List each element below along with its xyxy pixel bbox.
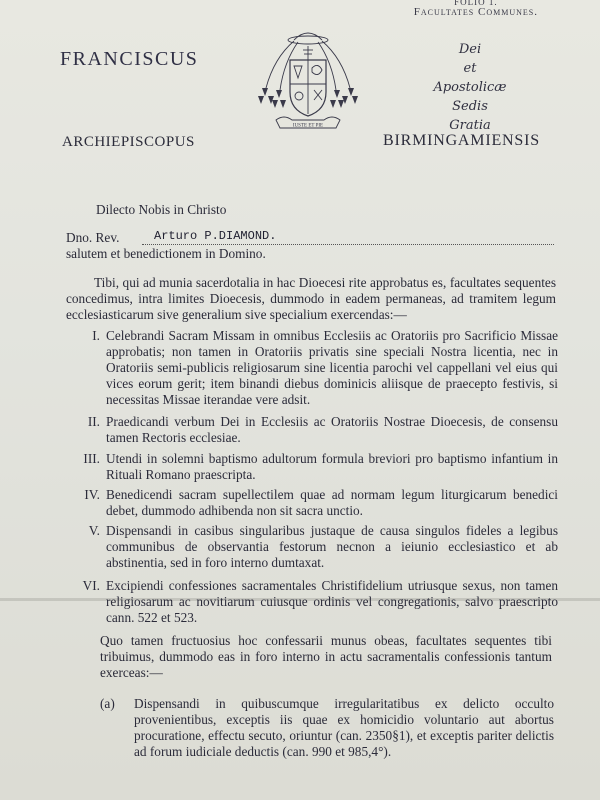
subitem-text: Dispensandi in quibuscumque irregularitatibus ex delicto occulto provenientibus, exceptis iis quae ex homicidio voluntario aut abortus procuratione, effectu secuto, oriuntur (can. 2350§1), et exceptis pariter delictis ad forum iudiciale deductis (can. 990 et 985,4°). xyxy=(134,696,554,759)
salutation: salutem et benedictionem in Domino. xyxy=(66,246,266,261)
coat-of-arms-icon xyxy=(254,28,362,140)
et-line: et xyxy=(463,61,477,76)
faculty-header xyxy=(414,0,538,18)
gratia-line: Gratia xyxy=(449,118,491,133)
archbishop-name: FRANCISCUS xyxy=(60,48,199,70)
dei-gratia xyxy=(430,40,510,135)
intro-paragraph: Tibi, qui ad munia sacerdotalia in hac Dioecesi rite approbatus es, facultates sequentes concedimus, intra limites Dioecesis, dummodo in eadem permaneas, ad tramitem legum ecclesiasticarum sive generalium sive specialium exercendas:— xyxy=(66,275,556,322)
birmingamiensis-title: BIRMINGAMIENSIS xyxy=(383,132,540,149)
apostolicae-sedis-line: Apostolicæ Sedis xyxy=(433,80,507,114)
item-text: Dispensandi in casibus singularibus justaque de causa singulos fideles a legibus communibus de observantia festorum necnon a ieiunio ecclesiastico et ab abstinentia, sed in foro interno dumtaxat. xyxy=(106,523,558,570)
facultates-communes: Facultates Communes. xyxy=(413,6,538,18)
item-number: IV. xyxy=(84,487,100,502)
archiepiscopus-title: ARCHIEPISCOPUS xyxy=(62,134,195,150)
item-text: Excipiendi confessiones sacramentales Christifidelium utriusque sexus, non tamen religiosarum ac novitiarum cuiusque ordinis vel congregationis, salvo praescripto cann. 522 et 523. xyxy=(106,578,558,625)
item-number: III. xyxy=(83,451,100,466)
dei-line: Dei xyxy=(458,42,482,57)
item-number: V. xyxy=(88,523,100,538)
dno-label: Dno. Rev. xyxy=(66,230,120,245)
item-number: I. xyxy=(92,328,100,343)
item-number: VI. xyxy=(82,578,100,593)
crest-motto: IUSTE ET PIE xyxy=(292,123,324,129)
recipient-dotted-line xyxy=(142,244,554,245)
folio-partial: FOLIO 1. xyxy=(454,0,498,6)
quo-tamen-paragraph: Quo tamen fructuosius hoc confessarii munus obeas, facultates sequentes tibi tribuimus, dummodo eas in foro interno in actu sacramentalis confessionis tantum exerceas:— xyxy=(100,633,552,680)
item-number: II. xyxy=(87,414,100,429)
recipient-line xyxy=(66,230,546,246)
item-text: Benedicendi sacram supellectilem quae ad normam legum liturgicarum benedici debet, dummodo adhibenda non sit sacra unctio. xyxy=(106,487,558,518)
dilecto-greeting: Dilecto Nobis in Christo xyxy=(96,202,227,217)
item-text: Celebrandi Sacram Missam in omnibus Ecclesiis ac Oratoriis pro Sacrificio Missae approbatis; non tamen in Oratoriis privatis sine speciali Nostra licentia, nec in Oratoriis semi-publicis religiosarum sine licentia parochi vel cappellani vel eius qui vices eorum gerit; item binandi diebus dominicis aliisque de praecepto festivis, si necessitas Missae iterandae vere adsit. xyxy=(106,328,558,407)
recipient-name: Arturo P.DIAMOND. xyxy=(154,229,277,243)
item-text: Praedicandi verbum Dei in Ecclesiis ac Oratoriis Nostrae Dioecesis, de consensu tamen Rectoris ecclesiae. xyxy=(106,414,558,445)
subitem-label: (a) xyxy=(100,696,115,711)
item-text: Utendi in solemni baptismo adultorum formula breviori pro baptismo infantium in Rituali Romano praescripta. xyxy=(106,451,558,482)
